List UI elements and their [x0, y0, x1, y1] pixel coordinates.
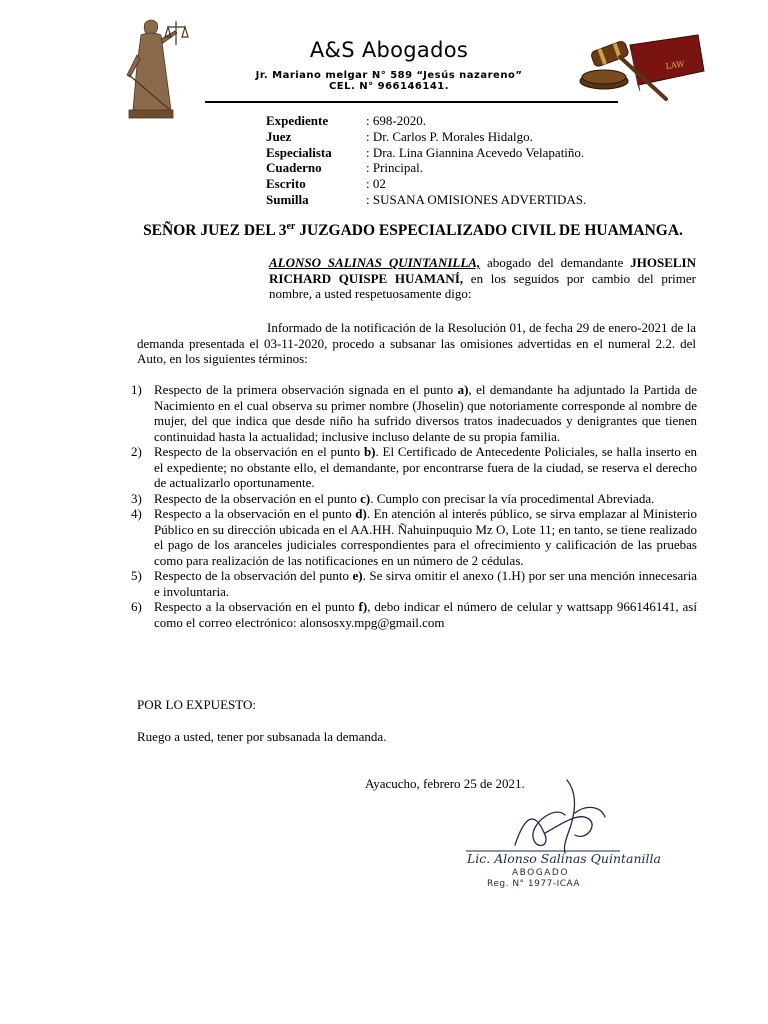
- signature-title: ABOGADO: [512, 868, 569, 878]
- date-line: Ayacucho, febrero 25 de 2021.: [365, 776, 525, 791]
- attorney-name: ALONSO SALINAS QUINTANILLA,: [269, 255, 481, 270]
- signature-registration: Reg. N° 1977-ICAA: [487, 879, 581, 889]
- body-paragraph: Informado de la notificación de la Resolución 01, de fecha 29 de enero-2021 de la demanda presentada el 03-11-2020, procedo a subsanar las omisiones advertidas en el numeral 2.2. del Auto, en los siguientes términos:: [137, 320, 696, 366]
- list-item: 3) Respecto de la observación en el punto c). Cumplo con precisar la vía procedimental Abreviada.: [131, 490, 655, 506]
- por-lo-expuesto: POR LO EXPUESTO:: [137, 697, 256, 712]
- plaintiff-name: JHOSELIN RICHARD QUISPE HUAMANÍ,: [269, 255, 696, 286]
- header-divider: [205, 101, 618, 103]
- list-item: 6) Respecto a la observación en el punto f), debo indicar el número de celular y wattsapp 966146141, así como el correo electrónico: alonsosxy.mpg@gmail.com: [131, 599, 697, 630]
- list-item: 4) Respecto a la observación en el punto d). En atención al interés público, se sirva emplazar al Ministerio Público en su dirección ubicada en el AA.HH. Ñahuinpuquio Mz O, Lote 11; en tanto, se tiene realizado el pago de los aranceles judiciales correspondientes para el ofrecimiento y calificación de las pruebas como para realización de las notificaciones en un número de 2 cédulas.: [131, 506, 697, 568]
- meta-row: Sumilla : SUSANA OMISIONES ADVERTIDAS.: [266, 191, 587, 207]
- meta-row: Especialista : Dra. Lina Giannina Acevedo Velapatiño.: [266, 144, 585, 160]
- svg-text:LAW: LAW: [665, 59, 686, 71]
- signature-scribble: [505, 775, 615, 855]
- firm-name: A&S Abogados: [309, 38, 469, 62]
- firm-phone: CEL. N° 966146141.: [328, 81, 450, 92]
- list-item: 1) Respecto de la primera observación signada en el punto a), el demandante ha adjuntado la Partida de Nacimiento en el cual observa su primer nombre (Jhoselin) que notoriamente corresponde al nombre de mujer, del que indica que desde niño ha sufrido diversos tratos inadecuados y denigrantes que tienen continuidad hasta la actualidad; inclusive incluso delante de su propia familia.: [131, 382, 697, 444]
- intro-paragraph: ALONSO SALINAS QUINTANILLA, abogado del demandante JHOSELIN RICHARD QUISPE HUAMANÍ, en los seguidos por cambio del primer nombre, a usted respetuosamente digo:: [269, 255, 696, 301]
- meta-row: Expediente : 698-2020.: [266, 113, 426, 128]
- case-metadata: [266, 113, 586, 208]
- meta-row: Juez : Dr. Carlos P. Morales Hidalgo.: [266, 128, 533, 144]
- petition-line: Ruego a usted, tener por subsanada la demanda.: [137, 729, 387, 744]
- meta-row: Cuaderno : Principal.: [266, 160, 424, 176]
- court-address-title: SEÑOR JUEZ DEL 3er JUZGADO ESPECIALIZADO CIVIL DE HUAMANGA.: [143, 221, 683, 240]
- lady-justice-icon: [115, 15, 190, 120]
- list-item: 2) Respecto de la observación en el punto b). El Certificado de Antecedente Policiales, se halla inserto en el expediente; no obstante ello, el demandante, por encontrarse fuera de la ciudad, se reserva el derecho de actualizarlo oportunamente.: [131, 444, 697, 490]
- signature-name: Lic. Alonso Salinas Quintanilla: [467, 851, 661, 866]
- list-item: 5) Respecto de la observación del punto e). Se sirva omitir el anexo (1.H) por ser una mención innecesaria e involuntaria.: [131, 568, 697, 599]
- firm-address: Jr. Mariano melgar N° 589 “Jesús nazareno”: [255, 70, 523, 81]
- meta-row: Escrito : 02: [266, 176, 386, 192]
- observations-list: [131, 382, 697, 630]
